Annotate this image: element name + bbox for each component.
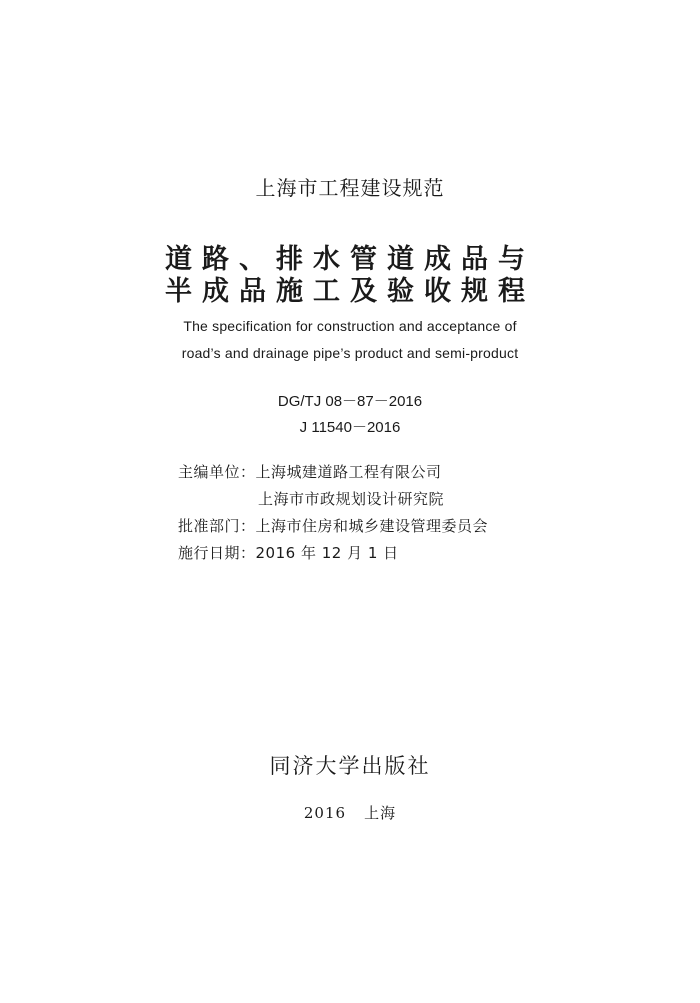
document-title-line-1: 道路、排水管道成品与 [165,244,535,275]
effective-date: 2016 年 12 月 1 日 [255,544,399,562]
editor-org-1: 上海城建道路工程有限公司 [255,463,442,481]
english-title-line-1: The specification for construction and acceptance of [183,318,517,334]
imprint-year: 2016 [303,804,347,822]
editor-row-1 [178,461,442,482]
approver-row [178,515,488,536]
approver-label: 批准部门： [178,517,256,535]
record-code: J 11540－2016 [299,419,401,436]
english-title-line-2: road’s and drainage pipe’s product and semi-product [181,345,519,361]
approver-org: 上海市住房和城乡建设管理委员会 [255,517,489,535]
effective-date-label: 施行日期： [178,544,256,562]
series-name: 上海市工程建设规范 [255,176,445,200]
editor-row-2 [258,488,444,509]
imprint [0,802,700,823]
editor-org-2: 上海市市政规划设计研究院 [258,490,445,508]
standard-code: DG/TJ 08－87－2016 [277,393,423,410]
effective-date-row [178,542,399,563]
imprint-city: 上海 [364,804,397,822]
document-title-line-2: 半成品施工及验收规程 [165,276,535,307]
publisher-name: 同济大学出版社 [269,754,431,778]
editor-label: 主编单位： [178,463,256,481]
